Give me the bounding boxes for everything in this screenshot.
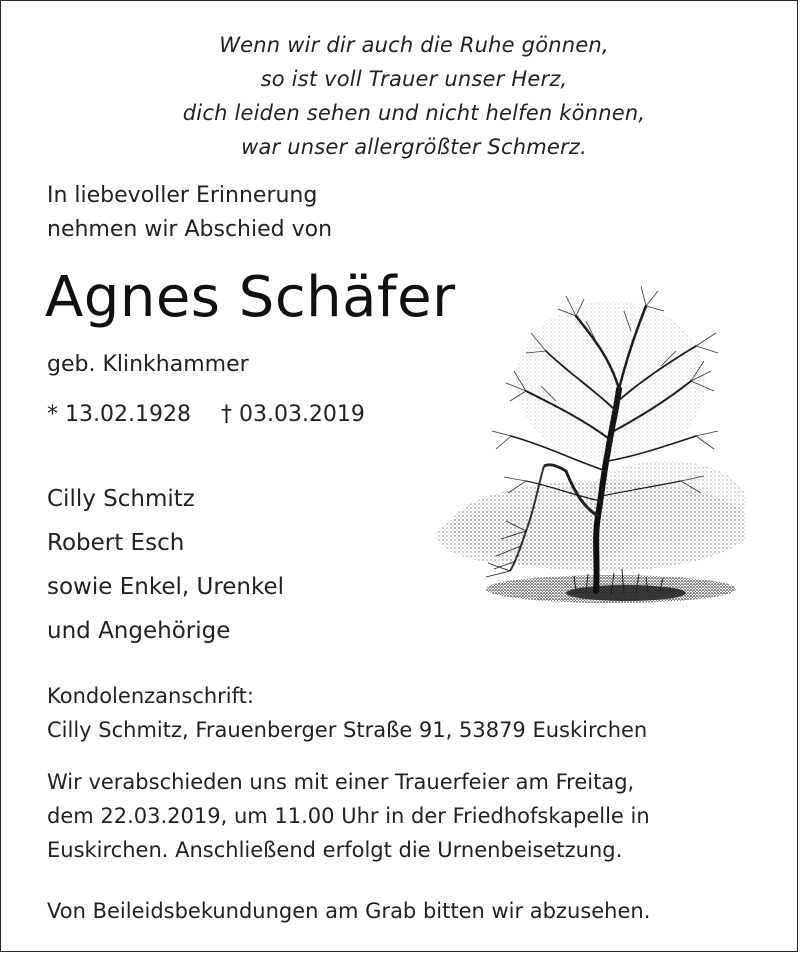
deceased-name: Agnes Schäfer [45, 265, 456, 330]
poem-line: war unser allergrößter Schmerz. [241, 135, 587, 159]
poem-line: dich leiden sehen und nicht helfen können, [182, 101, 646, 125]
closing-note: Von Beileidsbekundungen am Grab bitten wir abzusehen. [47, 899, 651, 923]
mourner-line: Cilly Schmitz [47, 486, 195, 512]
mourners-list [47, 477, 284, 653]
service-info [47, 765, 767, 867]
condolence-address-text: Cilly Schmitz, Frauenberger Straße 91, 53879 Euskirchen [47, 718, 648, 742]
mourner-line: sowie Enkel, Urenkel [47, 574, 285, 600]
intro-text [47, 179, 332, 247]
mourner-line: Robert Esch [47, 530, 185, 556]
intro-line: In liebevoller Erinnerung [47, 183, 318, 208]
death-date: † 03.03.2019 [220, 402, 365, 427]
service-line: Wir verabschieden uns mit einer Trauerfeier am Freitag, [47, 770, 635, 794]
poem-line: so ist voll Trauer unser Herz, [260, 67, 568, 91]
poem-line: Wenn wir dir auch die Ruhe gönnen, [219, 33, 609, 57]
service-line: Euskirchen. Anschließend erfolgt die Urnenbeisetzung. [47, 838, 623, 862]
mourner-line: und Angehörige [47, 618, 231, 644]
tree-illustration [426, 271, 746, 616]
birth-date: * 13.02.1928 [47, 402, 191, 427]
poem [1, 28, 797, 164]
service-line: dem 22.03.2019, um 11.00 Uhr in der Friedhofskapelle in [47, 804, 650, 828]
condolence-label: Kondolenzanschrift: [47, 684, 254, 708]
intro-line: nehmen wir Abschied von [47, 217, 333, 242]
birth-name: geb. Klinkhammer [47, 352, 249, 377]
condolence-address [47, 679, 647, 747]
life-dates [47, 399, 365, 431]
